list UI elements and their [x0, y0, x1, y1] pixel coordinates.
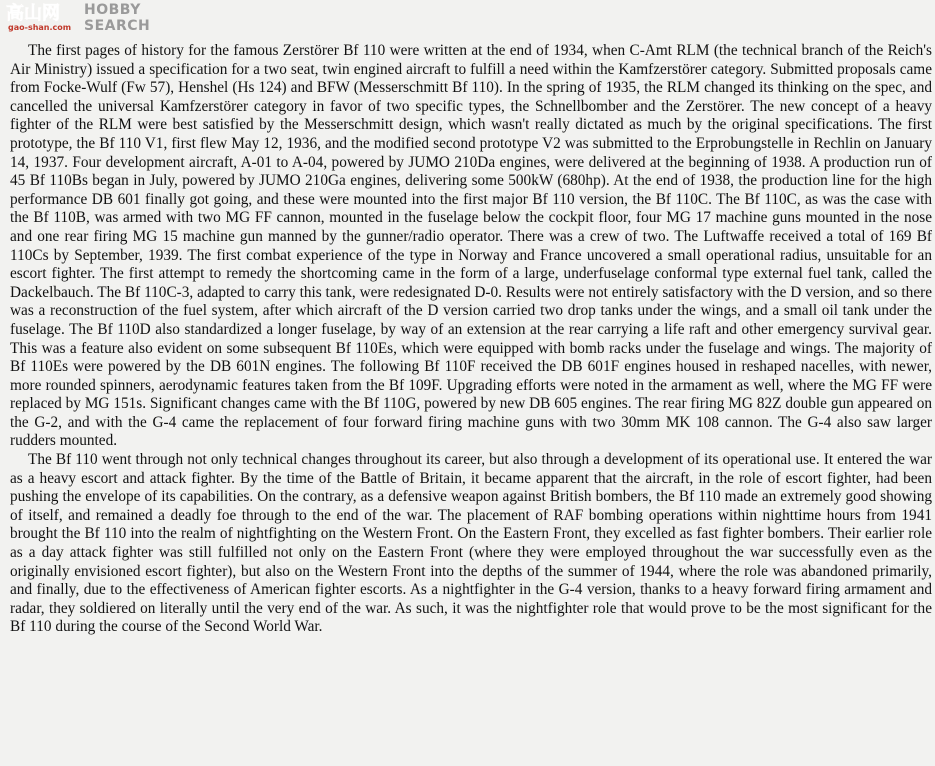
- watermark: [2, 0, 172, 36]
- paragraph-operations: The Bf 110 went through not only technical changes throughout its career, but also through a development of its operational use. It entered the war as a heavy escort and attack fighter. By the time of the Battle of Britain, it became apparent that the aircraft, in the role of escort fighter, had been pushing the envelope of its capabilities. On the contrary, as a defensive weapon against British bombers, the Bf 110 made an extremely good showing of itself, and remained a deadly foe through to the end of the war. The placement of RAF bombing operations within nighttime hours from 1941 brought the Bf 110 into the realm of nightfighting on the Western Front. On the Eastern Front, they excelled as fast fighter bombers. Their earlier role as a day attack fighter was still fulfilled not only on the Eastern Front (where they were employed throughout the war successfully even as the originally envisioned escort fighter), but also on the Western Front into the depths of the summer of 1944, where the role was abandoned primarily, and finally, due to the effectiveness of American fighter escorts. As a nightfighter in the G-4 version, thanks to a heavy forward firing armament and radar, they soldiered on literally until the very end of the war. As such, it was the nightfighter role that would prove to be the most significant for the Bf 110 during the course of the Second World War.: [10, 451, 932, 636]
- site-logo-icon: [2, 0, 82, 24]
- svg-text:高山网: 高山网: [6, 3, 60, 24]
- article-body: [10, 42, 932, 637]
- paragraph-history: The first pages of history for the famous Zerstörer Bf 110 were written at the end of 1934, when C-Amt RLM (the technical branch of the Reich's Air Ministry) issued a specification for a two seat, twin engined aircraft to fulfill a need within the Kamfzerstörer category. Submitted proposals came from Focke-Wulf (Fw 57), Henshel (Hs 124) and BFW (Messerschmitt Bf 110). In the spring of 1935, the RLM changed its thinking on the spec, and cancelled the universal Kamfzerstörer category in favor of two specific types, the Schnellbomber and the Zerstörer. The new concept of a heavy fighter of the RLM were best satisfied by the Messerschmitt design, which wasn't really dictated as much by the original specifications. The first prototype, the Bf 110 V1, first flew May 12, 1936, and the modified second prototype V2 was submitted to the Erprobungstelle in Rechlin on January 14, 1937. Four development aircraft, A-01 to A-04, powered by JUMO 210Da engines, were delivered at the beginning of 1938. A production run of 45 Bf 110Bs began in July, powered by JUMO 210Ga engines, delivering some 500kW (680hp). At the end of 1938, the production line for the high performance DB 601 finally got going, and these were mounted into the first major Bf 110 version, the Bf 110C. The Bf 110C, as was the case with the Bf 110B, was armed with two MG FF cannon, mounted in the fuselage below the cockpit floor, four MG 17 machine guns mounted in the nose and one rear firing MG 15 machine gun manned by the gunner/radio operator. There was a crew of two. The Luftwaffe received a total of 169 Bf 110Cs by September, 1939. The first combat experience of the type in Norway and France uncovered a small operational radius, unsuitable for an escort fighter. The first attempt to remedy the shortcoming came in the form of a large, underfuselage conformal type external fuel tank, called the Dackelbauch. The Bf 110C-3, adapted to carry this tank, were redesignated D-0. Results were not entirely satisfactory with the D version, and so there was a reconstruction of the fuel system, after which aircraft of the D version carried two drop tanks under the wings, and a small oil tank under the fuselage. The Bf 110D also standardized a longer fuselage, by way of an extension at the rear carrying a life raft and other emergency survival gear. This was a feature also evident on some subsequent Bf 110Es, which were equipped with bomb racks under the fuselage and wings. The majority of Bf 110Es were powered by the DB 601N engines. The following Bf 110F received the DB 601F engines housed in reshaped nacelles, with newer, more rounded spinners, aerodynamic features taken from the Bf 109F. Upgrading efforts were noted in the armament as well, where the MG FF were replaced by MG 151s. Significant changes came with the Bf 110G, powered by new DB 605 engines. The rear firing MG 82Z double gun appeared on the G-2, and with the G-4 came the replacement of four forward firing machine guns with two 30mm MK 108 cannon. The G-4 also saw larger rudders mounted.: [10, 42, 932, 450]
- watermark-site: gao-shan.com: [8, 23, 72, 32]
- watermark-brand: HOBBY SEARCH: [84, 2, 151, 34]
